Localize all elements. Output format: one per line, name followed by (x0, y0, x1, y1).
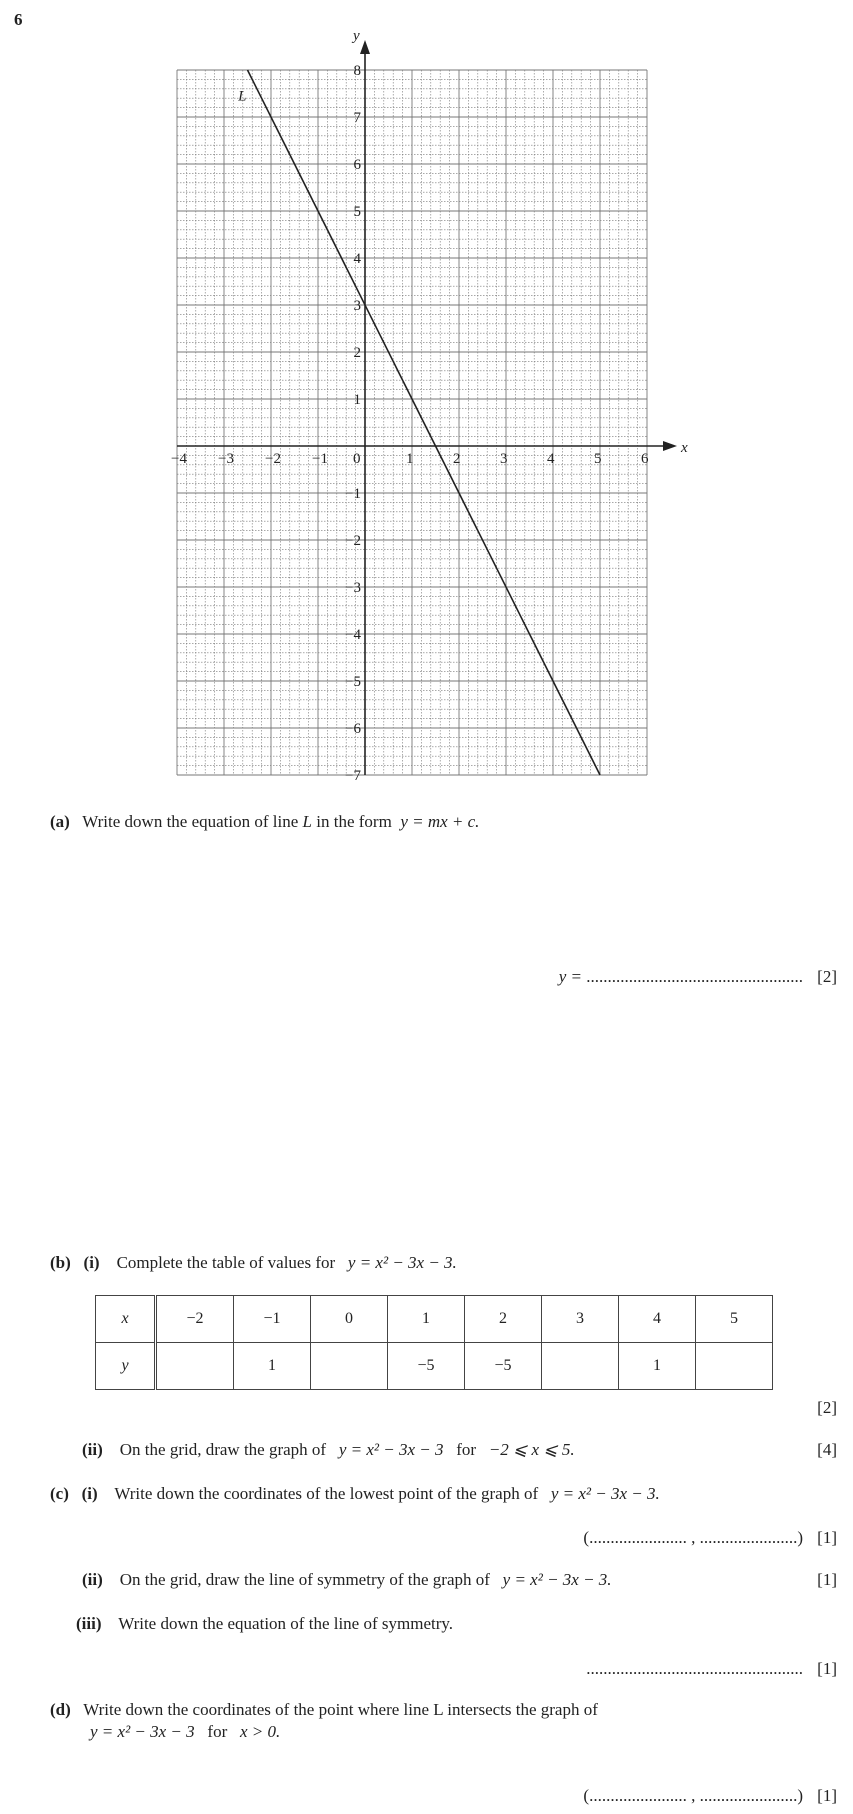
y-tick-label: 7 (353, 110, 361, 126)
part-c-i-answer[interactable]: (....................... , .......................) (583, 1528, 803, 1547)
table-header-y: y (96, 1343, 156, 1390)
table-cell-x: 2 (465, 1296, 542, 1343)
x-tick-label: −3 (218, 451, 234, 467)
part-d-answer[interactable]: (....................... , .......................) (583, 1786, 803, 1805)
part-d-marks: [1] (817, 1786, 837, 1805)
part-c-sub-iii: (iii) (76, 1614, 102, 1633)
part-b-text-ii: On the grid, draw the graph of (119, 1440, 327, 1459)
part-d-range: x > 0. (239, 1722, 281, 1741)
table-of-values (95, 1295, 773, 1390)
part-a-formula: y = mx + c. (400, 812, 480, 831)
part-b-label: (b) (50, 1253, 71, 1272)
part-c-iii-question (76, 1614, 453, 1634)
x-tick-label: 0 (353, 451, 361, 467)
y-tick-label: −5 (345, 674, 361, 690)
part-d-question (50, 1700, 598, 1720)
x-tick-label: −1 (312, 451, 328, 467)
part-b-ii-marks: [4] (817, 1440, 837, 1459)
part-a-answer-prefix: y = (558, 967, 582, 986)
part-d-question-cont (90, 1722, 280, 1742)
part-b-range-word: for (456, 1440, 477, 1459)
part-b-ii-question (82, 1440, 575, 1460)
y-tick-label: 8 (353, 63, 361, 79)
coordinate-grid (150, 28, 690, 788)
part-a-answer-dots[interactable]: ................................................... (586, 967, 803, 986)
table-cell-x: −1 (234, 1296, 311, 1343)
table-row-y (96, 1343, 773, 1390)
table-cell-y[interactable] (156, 1343, 234, 1390)
part-c-text-ii: On the grid, draw the line of symmetry of the graph of (119, 1570, 490, 1589)
y-tick-label: −7 (345, 768, 361, 784)
y-axis-label: y (353, 28, 360, 44)
table-cell-y[interactable] (311, 1343, 388, 1390)
part-c-formula: y = x² − 3x − 3. (550, 1484, 660, 1503)
part-b-i-marks: [2] (817, 1398, 837, 1417)
table-cell-y[interactable] (696, 1343, 773, 1390)
part-a-text-middle: in the form (316, 812, 392, 831)
y-tick-label: −1 (345, 486, 361, 502)
x-tick-label: −2 (265, 451, 281, 467)
table-cell-y: −5 (388, 1343, 465, 1390)
part-a-label: (a) (50, 812, 70, 831)
line-L (248, 70, 601, 775)
part-d-range-word: for (207, 1722, 228, 1741)
y-tick-label: 4 (353, 251, 361, 267)
part-c-i-question (50, 1484, 660, 1504)
question-number: 6 (14, 10, 23, 29)
part-b-formula-ii: y = x² − 3x − 3 (338, 1440, 444, 1459)
part-c-formula-ii: y = x² − 3x − 3. (502, 1570, 612, 1589)
y-tick-label: −4 (345, 627, 361, 643)
x-tick-label: 4 (547, 451, 555, 467)
part-d-label: (d) (50, 1700, 71, 1719)
part-d-formula: y = x² − 3x − 3 (90, 1722, 195, 1741)
x-axis-label: x (681, 440, 688, 456)
part-c-label: (c) (50, 1484, 69, 1503)
part-b-i-question (50, 1253, 457, 1273)
part-a-line-name: L (302, 812, 313, 831)
part-c-sub-ii: (ii) (82, 1570, 103, 1589)
table-header-x: x (96, 1296, 156, 1343)
y-axis-arrow-icon (360, 40, 370, 54)
y-tick-label: 6 (353, 157, 361, 173)
part-a-marks: [2] (817, 967, 837, 986)
y-tick-label: 2 (353, 345, 361, 361)
table-cell-x: 0 (311, 1296, 388, 1343)
part-b-range: −2 ⩽ x ⩽ 5. (488, 1440, 575, 1459)
part-c-i-marks: [1] (817, 1528, 837, 1547)
y-tick-label: 5 (353, 204, 361, 220)
y-tick-label: −2 (345, 533, 361, 549)
part-c-iii-marks: [1] (817, 1659, 837, 1678)
x-tick-label: 1 (406, 451, 414, 467)
y-tick-label: −6 (345, 721, 361, 737)
table-cell-x: 3 (542, 1296, 619, 1343)
table-cell-x: 4 (619, 1296, 696, 1343)
part-a-answer-line[interactable] (559, 967, 803, 987)
part-b-sub-i: (i) (83, 1253, 100, 1272)
x-tick-label: 3 (500, 451, 508, 467)
part-b-text-i: Complete the table of values for (116, 1253, 336, 1272)
table-cell-x: 5 (696, 1296, 773, 1343)
part-c-iii-answer[interactable]: ................................................... (586, 1659, 803, 1678)
part-c-text-i: Write down the coordinates of the lowest point of the graph of (114, 1484, 539, 1503)
part-c-ii-question (82, 1570, 612, 1590)
table-cell-y: 1 (619, 1343, 696, 1390)
x-tick-label: 6 (641, 451, 649, 467)
x-tick-label: 2 (453, 451, 461, 467)
x-tick-label: −4 (171, 451, 187, 467)
part-c-text-iii: Write down the equation of the line of symmetry. (118, 1614, 454, 1633)
y-tick-label: 1 (353, 392, 361, 408)
part-b-sub-ii: (ii) (82, 1440, 103, 1459)
table-cell-y[interactable] (542, 1343, 619, 1390)
line-L-label: L (238, 88, 247, 105)
y-tick-label: −3 (345, 580, 361, 596)
part-a-text-before: Write down the equation of line (82, 812, 299, 831)
part-c-sub-i: (i) (81, 1484, 98, 1503)
table-cell-x: −2 (156, 1296, 234, 1343)
table-cell-y: 1 (234, 1343, 311, 1390)
table-row-x (96, 1296, 773, 1343)
part-d-text: Write down the coordinates of the point where line L intersects the graph of (83, 1700, 598, 1719)
table-cell-y: −5 (465, 1343, 542, 1390)
y-tick-label: 3 (353, 298, 361, 314)
part-a-question (50, 812, 479, 832)
x-axis-arrow-icon (663, 441, 677, 451)
table-cell-x: 1 (388, 1296, 465, 1343)
part-c-ii-marks: [1] (817, 1570, 837, 1589)
x-tick-label: 5 (594, 451, 602, 467)
part-b-formula: y = x² − 3x − 3. (347, 1253, 457, 1272)
